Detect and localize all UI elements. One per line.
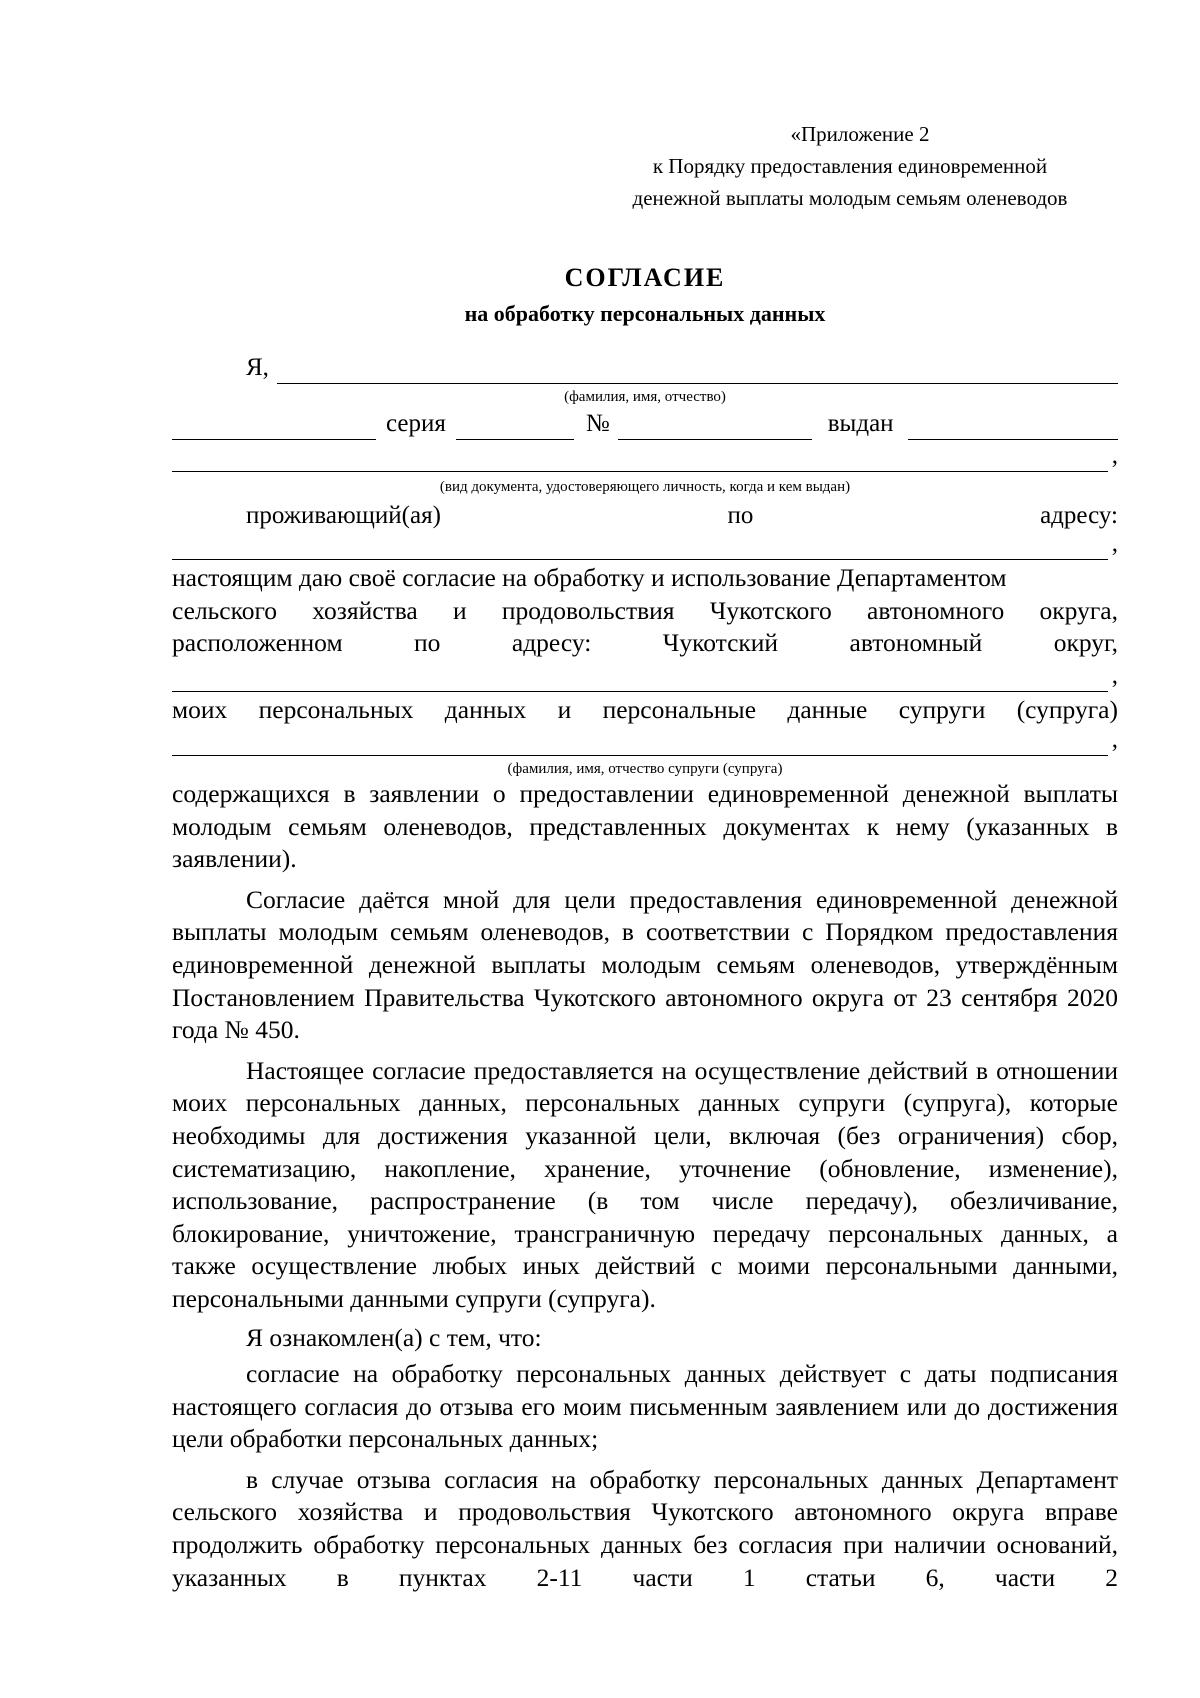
address-field[interactable] [172,533,1108,560]
series-field[interactable] [456,413,574,440]
spouse-row: , [172,724,1118,756]
document-title [172,260,1118,332]
fio-caption: (фамилия, имя, отчество) [564,389,726,405]
department-address-row: , [172,660,1118,692]
appendix-ref-line2: денежной выплаты молодым семьям оленеводов [632,186,1068,210]
purpose-paragraph: Согласие даётся мной для цели предоставления единовременной денежной выплаты молодым семьям оленеводов, в соответствии с Порядком предоставления единовременной денежной выплаты молодым семьям оленеводов, утверждённым Постановлением Правительства Чукотского автономного округа от 23 сентября 2020 года № 450. [172,884,1118,1045]
consent-line-3: расположенном по адресу: Чукотский автономный округ, [172,628,1118,658]
consent-paragraph [172,562,1118,660]
actions-paragraph: Настоящее согласие предоставляется на осуществление действий в отношении моих персональных данных, персональных данных супруги (супруга), которые необходимы для достижения указанной цели, включая (без ограничения) сбор, систематизацию, накопление, хранение, уточнение (обновление, изменение), использование, распространение (в том числе передачу), обезличивание, блокирование, уничтожение, трансграничную передачу персональных данных, а также осуществление любых иных действий с моими персональными данными, персональными данными супруги (супруга). [172,1055,1118,1313]
consent-line-1: настоящим даю своё согласие на обработку и использование Департаментом [172,563,1007,592]
issued-by-field[interactable] [172,445,1108,472]
address-label-row: проживающий(ая) по адресу: [246,502,1118,529]
acknowledged-line: Я ознакомлен(а) с тем, что: [246,1322,542,1352]
withdrawal-paragraph: в случае отзыва согласия на обработку персональных данных Департамент сельского хозяйства и продовольствия Чукотского автономного округа вправе продолжить обработку персональных данных без согласия при наличии оснований, указанных в пунктах 2-11 части 1 статьи 6, части 2 [172,1464,1118,1592]
issued-label: выдан [827,410,894,437]
contained-paragraph: содержащихся в заявлении о предоставлении единовременной денежной выплаты молодым семьям оленеводов, представленных документах к нему (указанных в заявлении). [172,779,1118,874]
number-field[interactable] [618,413,812,440]
consent-line-2: сельского хозяйства и продовольствия Чукотского автономного округа, [172,595,1118,625]
issued-field[interactable] [908,413,1118,440]
number-label: № [585,410,610,437]
series-label: серия [386,410,446,437]
body-text [172,778,1118,1594]
appendix-ref-line1: к Порядку предоставления единовременной [652,154,1048,178]
validity-paragraph: согласие на обработку персональных данных действует с даты подписания настоящего согласия до отзыва его моим письменным заявлением или до достижения цели обработки персональных данных; [172,1359,1118,1454]
appendix-header [580,118,1120,214]
name-row [172,352,1118,384]
document-row [172,408,1118,440]
personal-data-line: моих персональных данных и персональные данные супруги (супруга) [172,695,1118,724]
doc-type-field[interactable] [172,413,376,440]
i-label: Я, [246,354,269,381]
spouse-field[interactable] [172,729,1108,756]
fio-field[interactable] [277,357,1118,384]
spouse-caption: (фамилия, имя, отчество супруги (супруга) [507,761,783,777]
issued-by-row: , [172,440,1118,472]
title-main: СОГЛАСИЕ [564,263,726,292]
doc-caption: (вид документа, удостоверяющего личность, когда и кем выдан) [439,479,851,495]
appendix-number: «Приложение 2 [790,122,930,146]
title-subtitle: на обработку персональных данных [464,301,826,326]
department-address-field[interactable] [172,665,1108,692]
address-row: , [172,528,1118,560]
